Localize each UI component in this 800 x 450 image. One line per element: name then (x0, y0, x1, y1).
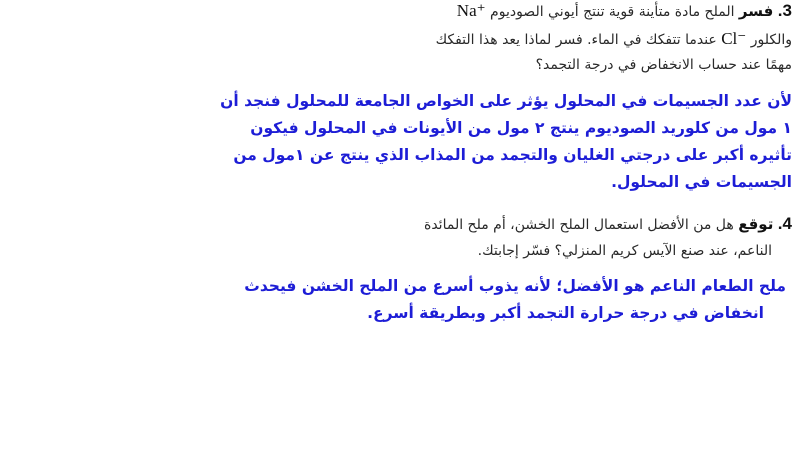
answer-4-line-2: انخفاض في درجة حرارة التجمد أكبر وبطريقة أسرع. (367, 304, 764, 322)
answer-3-line-2: ١ مول من كلوريد الصوديوم ينتج ٢ مول من الأيونات في المحلول فيكون (250, 119, 792, 137)
question-3-text-2b: عندما تتفكك في الماء. فسر لماذا يعد هذا التفكك (435, 32, 722, 48)
question-4-text-1: هل من الأفضل استعمال الملح الخشن، أم ملح المائدة (424, 217, 739, 233)
question-3-text-2a: والكلور (746, 32, 792, 48)
answer-4-line-1: ملح الطعام الناعم هو الأفضل؛ لأنه يذوب أسرع من الملح الخشن فيحدث (244, 277, 786, 295)
question-3-line-2 (436, 28, 792, 51)
question-4-number: 4. (777, 214, 792, 233)
question-4-text-2: الناعم، عند صنع الآيس كريم المنزلي؟ فسّر إجابتك. (477, 243, 772, 259)
question-3-number: 3. (777, 1, 792, 20)
question-3-verb: فسر (738, 2, 774, 20)
answer-3-line-3: تأثيره أكبر على درجتي الغليان والتجمد من المذاب الذي ينتج عن ١مول من (233, 146, 792, 164)
sodium-ion-formula: Na⁺ (456, 1, 486, 20)
question-4-line-2 (478, 240, 772, 262)
question-3-text-3: مهمًا عند حساب الانخفاض في درجة التجمد؟ (535, 57, 792, 73)
question-3-line-1 (457, 0, 792, 23)
question-3-line-3 (536, 54, 792, 76)
chloride-ion-formula: Cl⁻ (721, 29, 747, 48)
question-4-verb: توقع (738, 215, 774, 233)
question-3-text-1: الملح مادة متأينة قوية تنتج أيوني الصوديوم (485, 4, 739, 20)
question-4-line-1 (424, 213, 792, 236)
answer-3-line-4: الجسيمات في المحلول. (611, 173, 792, 191)
answer-3-line-1: لأن عدد الجسيمات في المحلول يؤثر على الخواص الجامعة للمحلول فنجد أن (220, 92, 792, 110)
